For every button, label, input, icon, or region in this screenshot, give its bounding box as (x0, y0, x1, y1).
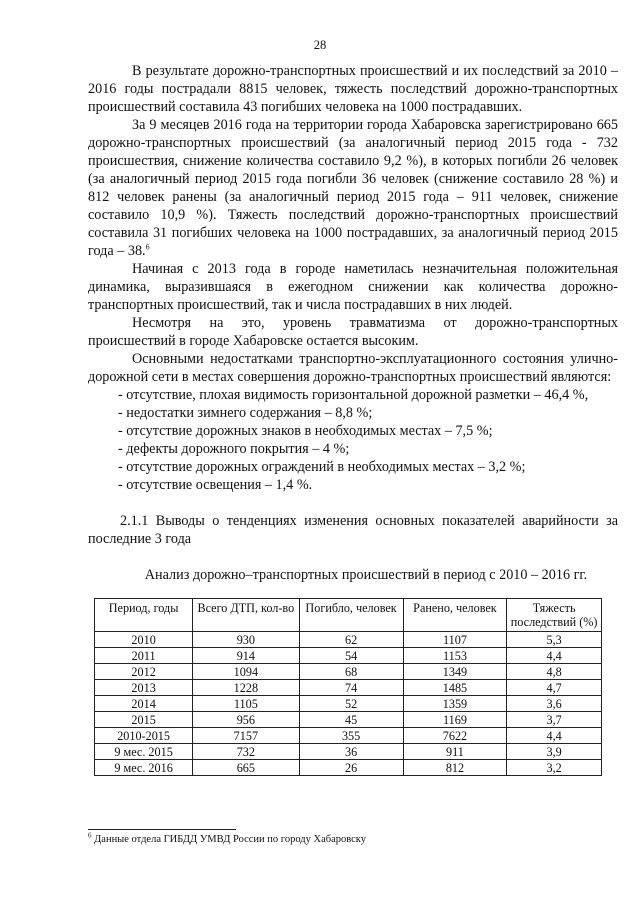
table-cell: 1349 (403, 664, 507, 680)
column-header-period: Период, годы (95, 599, 193, 632)
paragraph-dynamics: Начиная с 2013 года в городе наметилась незначительная положительная динамика, выразившаяся в ежегодном снижении как количества дорожно-транспортных происшествий, так и числа пострадавших в них людей. (88, 261, 618, 313)
table-cell: 3,7 (507, 712, 602, 728)
table-row (95, 632, 602, 648)
table-cell: 3,6 (507, 696, 602, 712)
table-cell: 52 (299, 696, 403, 712)
table-row (95, 712, 602, 728)
paragraph-injury-level: Несмотря на это, уровень травматизма от дорожно-транспортных происшествий в городе Хабаровске остается высоким. (88, 315, 618, 349)
table-cell: 74 (299, 680, 403, 696)
paragraph-deficiencies-intro: Основными недостатками транспортно-эксплуатационного состояния улично-дорожной сети в местах совершения дорожно-транспортных происшествий являются: (88, 351, 618, 385)
list-item: - отсутствие освещения – 1,4 %. (118, 477, 313, 493)
table-cell: 2011 (95, 648, 193, 664)
table-cell: 1153 (403, 648, 507, 664)
table-header-row (95, 599, 602, 632)
list-item: - отсутствие дорожных ограждений в необходимых местах – 3,2 %; (118, 459, 526, 475)
table-cell: 2010-2015 (95, 728, 193, 744)
table-cell: 9 мес. 2015 (95, 744, 193, 760)
table-cell: 956 (193, 712, 299, 728)
column-header-injured: Ранено, человек (403, 599, 507, 632)
table-row (95, 664, 602, 680)
table-cell: 7157 (193, 728, 299, 744)
paragraph-text: За 9 месяцев 2016 года на территории города Хабаровска зарегистрировано 665 дорожно-транспортных происшествий (за аналогичный период 2015 года - 732 происшествия, снижение количества составило 9,2 %), в которых погибли 26 человек (за аналогичный период 2015 года погибли 36 человек (снижение составило 28 %) и 812 человек ранены (за аналогичный период 2015 года – 911 человек, снижение составило 10,9 %). Тяжесть последствий дорожно-транспортных происшествий составила 31 погибших человека на 1000 пострадавших, за аналогичный период 2015 года – 38. (88, 117, 618, 259)
table-cell: 911 (403, 744, 507, 760)
table-cell: 665 (193, 760, 299, 776)
table-cell: 9 мес. 2016 (95, 760, 193, 776)
table-cell: 914 (193, 648, 299, 664)
section-heading: 2.1.1 Выводы о тенденциях изменения основных показателей аварийности за последние 3 года (88, 513, 618, 547)
table-cell: 5,3 (507, 632, 602, 648)
table-cell: 4,4 (507, 648, 602, 664)
table-cell: 2012 (95, 664, 193, 680)
table-cell: 3,9 (507, 744, 602, 760)
table-cell: 2014 (95, 696, 193, 712)
table-row (95, 760, 602, 776)
table-cell: 1485 (403, 680, 507, 696)
page-number: 28 (313, 38, 327, 52)
table-cell: 4,7 (507, 680, 602, 696)
table-cell: 62 (299, 632, 403, 648)
table-cell: 1169 (403, 712, 507, 728)
table-cell: 1107 (403, 632, 507, 648)
column-header-severity: Тяжесть последствий (%) (507, 599, 602, 632)
table-cell: 2015 (95, 712, 193, 728)
page-body (88, 62, 618, 776)
table-row (95, 696, 602, 712)
column-header-killed: Погибло, человек (299, 599, 403, 632)
footnote-text: Данные отдела ГИБДД УМВД России по городу Хабаровску (94, 834, 366, 845)
table-cell: 2013 (95, 680, 193, 696)
table-cell: 812 (403, 760, 507, 776)
column-header-total-accidents: Всего ДТП, кол-во (193, 599, 299, 632)
table-cell: 1105 (193, 696, 299, 712)
table-cell: 7622 (403, 728, 507, 744)
footnote-number: 6 (88, 831, 92, 840)
footnote-reference: 6 (145, 242, 150, 252)
table-row (95, 728, 602, 744)
table-cell: 2010 (95, 632, 193, 648)
table-cell: 26 (299, 760, 403, 776)
table-cell: 355 (299, 728, 403, 744)
paragraph-casualties-2010-2016: В результате дорожно-транспортных происшествий и их последствий за 2010 – 2016 годы пострадали 8815 человек, тяжесть последствий дорожно-транспортных происшествий составила 43 погибших человека на 1000 пострадавших. (88, 63, 618, 115)
deficiencies-list (88, 386, 618, 494)
table-cell: 36 (299, 744, 403, 760)
list-item: - дефекты дорожного покрытия – 4 %; (118, 441, 350, 457)
table-cell: 4,8 (507, 664, 602, 680)
list-item: - отсутствие дорожных знаков в необходимых местах – 7,5 %; (118, 423, 493, 439)
table-cell: 930 (193, 632, 299, 648)
list-item: - недостатки зимнего содержания – 8,8 %; (118, 405, 373, 421)
table-cell: 1094 (193, 664, 299, 680)
table-cell: 45 (299, 712, 403, 728)
table-cell: 54 (299, 648, 403, 664)
table-row (95, 744, 602, 760)
table-cell: 68 (299, 664, 403, 680)
accident-statistics-table (94, 598, 602, 776)
footnote (88, 831, 366, 845)
table-cell: 3,2 (507, 760, 602, 776)
list-item: - отсутствие, плохая видимость горизонтальной дорожной разметки – 46,4 %, (118, 387, 589, 403)
table-row (95, 648, 602, 664)
table-cell: 1228 (193, 680, 299, 696)
footnote-divider (88, 829, 236, 830)
paragraph-nine-months-2016 (88, 116, 618, 260)
table-cell: 732 (193, 744, 299, 760)
table-title: Анализ дорожно–транспортных происшествий в период с 2010 – 2016 гг. (144, 567, 588, 583)
table-cell: 1359 (403, 696, 507, 712)
table-row (95, 680, 602, 696)
table-cell: 4,4 (507, 728, 602, 744)
